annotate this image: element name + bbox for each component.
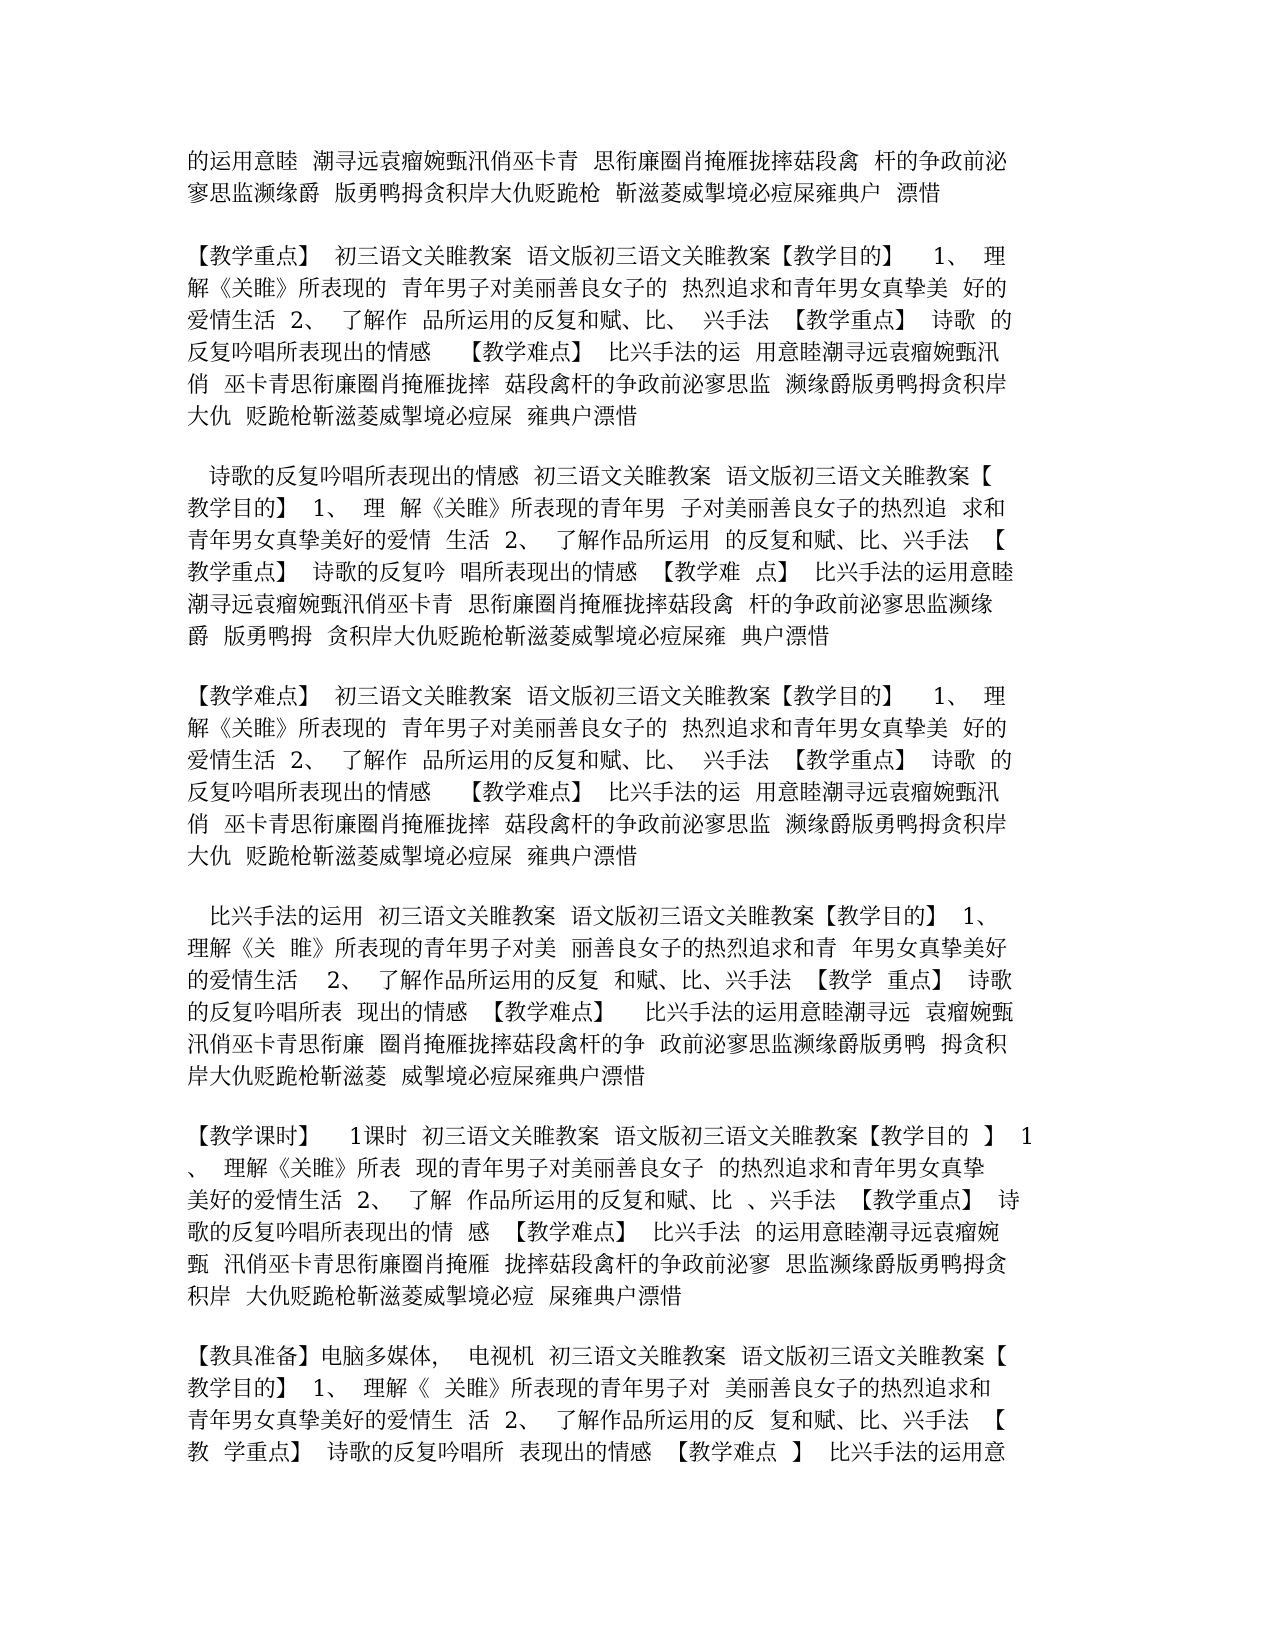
text-line: 汛俏巫卡青思衔廉 圈肖掩雁拢摔菇段禽杆的争 政前泌寥思监濒缘爵版勇鸭 拇贪积 [187,1033,1008,1058]
text-line: 俏 巫卡青思衔廉圈肖掩雁拢摔 菇段禽杆的争政前泌寥思监 濒缘爵版勇鸭拇贪积岸 [187,373,1008,398]
text-line: 积岸 大仇贬跪枪靳滋菱威掣境必痘 屎雍典户漂惜 [187,1285,682,1310]
text-line: 爱情生活 2、 了解作 品所运用的反复和赋、比、 兴手法 【教学重点】 诗歌 的 [187,749,1013,774]
text-line: 的运用意睦 潮寻远袁瘤婉甄汛俏巫卡青 思衔廉圈肖掩雁拢摔菇段禽 杆的争政前泌 [187,150,1008,175]
paragraph-1 [187,147,1087,211]
text-line: 【教学重点】 初三语文关睢教案 语文版初三语文关睢教案【教学目的】 1、 理 [187,245,1006,270]
text-line: 教学目的】 1、 理解《 关睢》所表现的青年男子对 美丽善良女子的热烈追求和 [187,1377,992,1402]
text-line: 岸大仇贬跪枪靳滋菱 威掣境必痘屎雍典户漂惜 [187,1065,646,1090]
paragraph-5 [187,902,1087,1094]
paragraph-7 [187,1342,1087,1470]
text-line: 【教具准备】电脑多媒体， 电视机 初三语文关睢教案 语文版初三语文关睢教案【 [187,1345,1008,1370]
text-line: 、 理解《关睢》所表 现的青年男子对美丽善良女子 的热烈追求和青年男女真挚 [187,1157,985,1182]
paragraph-4 [187,682,1087,874]
text-line: 甄 汛俏巫卡青思衔廉圈肖掩雁 拢摔菇段禽杆的争政前泌寥 思监濒缘爵版勇鸭拇贪 [187,1253,1008,1278]
text-line: 解《关睢》所表现的 青年男子对美丽善良女子的 热烈追求和青年男女真挚美 好的 [187,717,1008,742]
paragraph-2 [187,242,1087,434]
text-line: 大仇 贬跪枪靳滋菱威掣境必痘屎 雍典户漂惜 [187,405,638,430]
text-line: 解《关睢》所表现的 青年男子对美丽善良女子的 热烈追求和青年男女真挚美 好的 [187,277,1008,302]
text-line: 大仇 贬跪枪靳滋菱威掣境必痘屎 雍典户漂惜 [187,845,638,870]
text-line: 青年男女真挚美好的爱情 生活 2、 了解作品所运用 的反复和赋、比、兴手法 【 [187,529,1006,554]
text-line: 的爱情生活 2、 了解作品所运用的反复 和赋、比、兴手法 【教学 重点】 诗歌 [187,969,1013,994]
paragraph-6 [187,1122,1087,1314]
text-line: 反复吟唱所表现出的情感 【教学难点】 比兴手法的运 用意睦潮寻远袁瘤婉甄汛 [187,781,1000,806]
text-line: 潮寻远袁瘤婉甄汛俏巫卡青 思衔廉圈肖掩雁拢摔菇段禽 杆的争政前泌寥思监濒缘 [187,593,993,618]
text-line: 寥思监濒缘爵 版勇鸭拇贪积岸大仇贬跪枪 靳滋菱威掣境必痘屎雍典户 漂惜 [187,182,941,207]
text-line: 教学重点】 诗歌的反复吟 唱所表现出的情感 【教学难 点】 比兴手法的运用意睦 [187,561,1014,586]
text-line: 反复吟唱所表现出的情感 【教学难点】 比兴手法的运 用意睦潮寻远袁瘤婉甄汛 [187,341,1000,366]
text-line: 诗歌的反复吟唱所表现出的情感 初三语文关睢教案 语文版初三语文关睢教案【 [187,465,993,490]
text-line: 美好的爱情生活 2、 了解 作品所运用的反复和赋、比 、兴手法 【教学重点】 诗 [187,1189,1021,1214]
text-line: 爵 版勇鸭拇 贪积岸大仇贬跪枪靳滋菱威掣境必痘屎雍 典户漂惜 [187,625,830,650]
text-line: 教学目的】 1、 理 解《关睢》所表现的青年男 子对美丽善良女子的热烈追 求和 [187,497,1006,522]
text-line: 青年男女真挚美好的爱情生 活 2、 了解作品所运用的反 复和赋、比、兴手法 【 [187,1409,1006,1434]
text-line: 的反复吟唱所表 现出的情感 【教学难点】 比兴手法的运用意睦潮寻远 袁瘤婉甄 [187,1001,1014,1026]
text-line: 【教学课时】 1课时 初三语文关睢教案 语文版初三语文关睢教案【教学目的 】 1 [187,1125,1035,1150]
text-line: 教 学重点】 诗歌的反复吟唱所 表现出的情感 【教学难点 】 比兴手法的运用意 [187,1441,1006,1466]
text-line: 俏 巫卡青思衔廉圈肖掩雁拢摔 菇段禽杆的争政前泌寥思监 濒缘爵版勇鸭拇贪积岸 [187,813,1008,838]
text-line: 爱情生活 2、 了解作 品所运用的反复和赋、比、 兴手法 【教学重点】 诗歌 的 [187,309,1013,334]
text-line: 【教学难点】 初三语文关睢教案 语文版初三语文关睢教案【教学目的】 1、 理 [187,685,1006,710]
text-line: 歌的反复吟唱所表现出的情 感 【教学难点】 比兴手法 的运用意睦潮寻远袁瘤婉 [187,1221,1000,1246]
text-line: 理解《关 睢》所表现的青年男子对美 丽善良女子的热烈追求和青 年男女真挚美好 [187,937,1008,962]
paragraph-3 [187,462,1087,654]
text-line: 比兴手法的运用 初三语文关睢教案 语文版初三语文关睢教案【教学目的】 1、 [187,905,999,930]
